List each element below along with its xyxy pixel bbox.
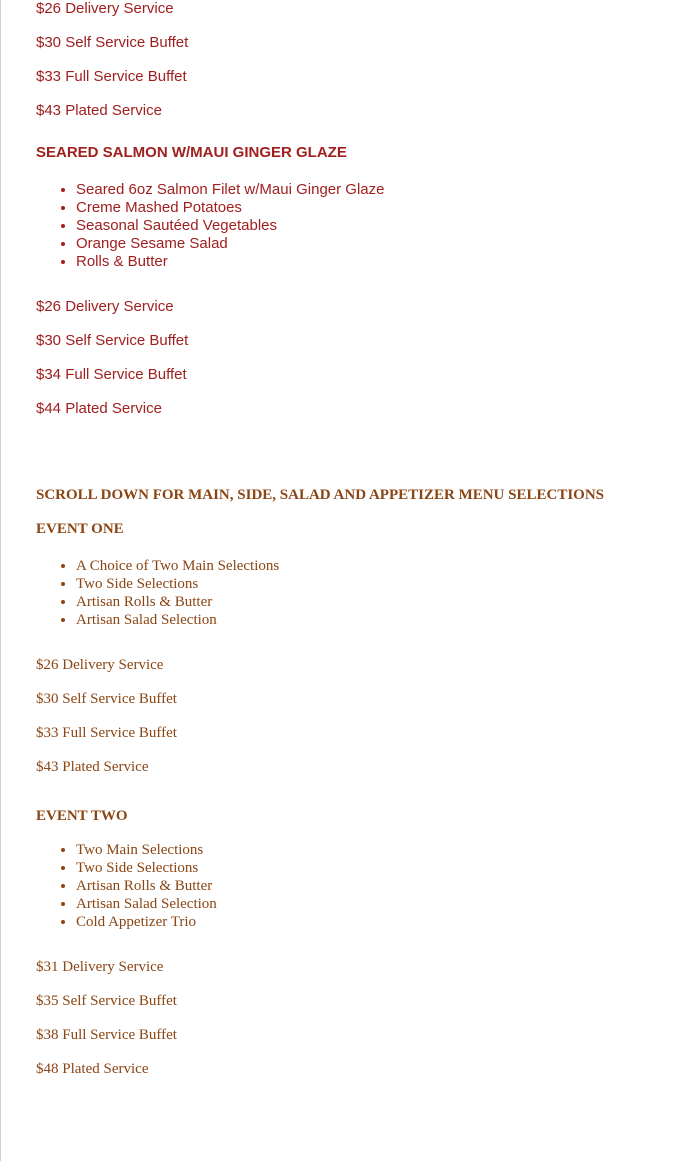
price-self-service: $30 Self Service Buffet	[36, 34, 189, 51]
list-item: • Artisan Rolls & Butter	[76, 877, 656, 895]
list-item: • Seasonal Sautéed Vegetables	[76, 217, 656, 235]
price-plated: $44 Plated Service	[36, 400, 162, 417]
event-two-prices	[36, 950, 656, 1086]
price-plated: $48 Plated Service	[36, 1061, 149, 1077]
list-item: • Artisan Salad Selection	[76, 611, 656, 629]
list-item: • Creme Mashed Potatoes	[76, 199, 656, 217]
event-two-package	[36, 799, 656, 1086]
event-two-items	[36, 841, 656, 931]
previous-package-prices	[36, 0, 656, 128]
salmon-items	[36, 181, 656, 271]
price-full-service: $33 Full Service Buffet	[36, 68, 187, 85]
list-item: • Cold Appetizer Trio	[76, 913, 656, 931]
price-full-service: $38 Full Service Buffet	[36, 1027, 177, 1043]
price-full-service: $33 Full Service Buffet	[36, 725, 177, 741]
menu-content	[36, 0, 656, 1086]
list-item: • A Choice of Two Main Selections	[76, 557, 656, 575]
price-self-service: $30 Self Service Buffet	[36, 691, 177, 707]
list-item: • Two Side Selections	[76, 575, 656, 593]
salmon-prices	[36, 290, 656, 426]
list-item: • Artisan Salad Selection	[76, 895, 656, 913]
scroll-notice: SCROLL DOWN FOR MAIN, SIDE, SALAD AND APPETIZER MENU SELECTIONS	[36, 487, 605, 503]
salmon-title: SEARED SALMON W/MAUI GINGER GLAZE	[36, 144, 347, 161]
event-one-items	[36, 557, 656, 629]
event-one-title: EVENT ONE	[36, 521, 124, 537]
list-item: • Rolls & Butter	[76, 253, 656, 271]
price-self-service: $30 Self Service Buffet	[36, 332, 189, 349]
salmon-package	[36, 144, 656, 426]
price-delivery: $26 Delivery Service	[36, 0, 174, 17]
price-delivery: $26 Delivery Service	[36, 298, 174, 315]
price-delivery: $31 Delivery Service	[36, 959, 164, 975]
event-two-title: EVENT TWO	[36, 808, 128, 824]
price-full-service: $34 Full Service Buffet	[36, 366, 187, 383]
price-plated: $43 Plated Service	[36, 759, 149, 775]
event-one-prices	[36, 648, 656, 784]
list-item: • Two Side Selections	[76, 859, 656, 877]
list-item: • Artisan Rolls & Butter	[76, 593, 656, 611]
price-plated: $43 Plated Service	[36, 102, 162, 119]
price-delivery: $26 Delivery Service	[36, 657, 164, 673]
list-item: • Orange Sesame Salad	[76, 235, 656, 253]
list-item: • Two Main Selections	[76, 841, 656, 859]
event-one-package	[36, 512, 656, 784]
price-self-service: $35 Self Service Buffet	[36, 993, 177, 1009]
list-item: • Seared 6oz Salmon Filet w/Maui Ginger Glaze	[76, 181, 656, 199]
